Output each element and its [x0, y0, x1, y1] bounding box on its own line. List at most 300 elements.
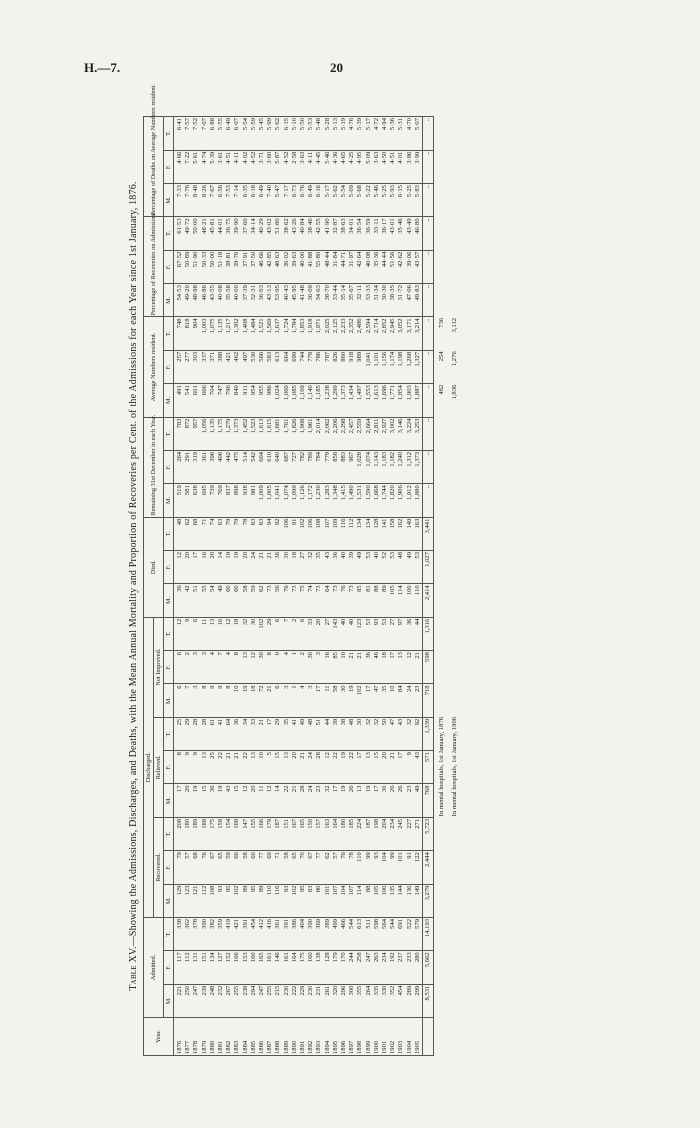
value-cell: 19	[340, 751, 348, 784]
value-cell: 883	[340, 450, 348, 483]
table-row	[307, 117, 315, 1056]
value-cell: 39·63	[291, 250, 299, 283]
value-cell: 17	[373, 784, 381, 817]
total-cell: ..	[423, 284, 434, 317]
value-cell: 248	[209, 984, 217, 1017]
value-cell: 11	[324, 684, 332, 717]
value-cell: 782	[299, 450, 307, 483]
value-cell: 188	[201, 817, 209, 850]
value-cell: 904	[192, 317, 200, 350]
value-cell: 16	[324, 651, 332, 684]
value-cell: 355	[356, 984, 364, 1017]
value-cell: 530	[250, 350, 258, 383]
value-cell: 108	[315, 517, 323, 550]
value-cell: 47·06	[406, 284, 414, 317]
value-cell: 37·60	[242, 217, 250, 250]
value-cell: 58	[242, 851, 250, 884]
value-cell: 1,613	[373, 384, 381, 417]
value-cell: 860	[340, 350, 348, 383]
value-cell: 20	[381, 751, 389, 784]
value-cell: 5·59	[250, 117, 258, 151]
year-cell: 1893	[315, 1018, 323, 1056]
value-cell: 6·49	[225, 117, 233, 151]
value-cell: 258	[356, 951, 364, 984]
value-cell: 17	[174, 784, 185, 817]
value-cell: 4·94	[381, 117, 389, 151]
value-cell: 29	[274, 717, 282, 750]
value-cell: 6·35	[242, 184, 250, 217]
value-cell: 1,854	[397, 384, 405, 417]
value-cell: 165	[299, 817, 307, 850]
value-cell: 1,853	[299, 317, 307, 350]
value-cell: 14	[274, 784, 282, 817]
value-cell: 29	[266, 617, 274, 650]
value-cell: 72	[258, 684, 266, 717]
value-cell: 858	[332, 450, 340, 483]
value-cell: 39·90	[233, 217, 241, 250]
header-m: M.	[164, 584, 174, 617]
table-row	[299, 117, 307, 1056]
value-cell: 1,302	[233, 317, 241, 350]
value-cell: 638	[192, 484, 200, 517]
value-cell: 63	[217, 517, 225, 550]
value-cell: 43	[414, 751, 423, 784]
value-cell: 67	[209, 851, 217, 884]
value-cell: 233	[406, 951, 414, 984]
value-cell: 361	[274, 917, 282, 950]
value-cell: 54·53	[174, 284, 185, 317]
value-cell: 91	[291, 517, 299, 550]
value-cell: 13	[250, 751, 258, 784]
value-cell: 79	[225, 517, 233, 550]
value-cell: 36	[209, 784, 217, 817]
value-cell: 1,283	[324, 484, 332, 517]
value-cell: 404	[299, 917, 307, 950]
value-cell: 101	[324, 884, 332, 917]
value-cell: 40·84	[299, 217, 307, 250]
value-cell: 34·14	[250, 217, 258, 250]
value-cell: 359	[217, 917, 225, 950]
value-cell: 6·18	[250, 184, 258, 217]
value-cell: 319	[192, 450, 200, 483]
value-cell: 691	[397, 917, 405, 950]
value-cell: 43·49	[406, 217, 414, 250]
value-cell: 52	[381, 550, 389, 583]
value-cell: 102	[291, 884, 299, 917]
value-cell: 1,373	[414, 450, 423, 483]
value-cell: 48·21	[201, 217, 209, 250]
value-cell: 7	[283, 617, 291, 650]
value-cell: 541	[184, 384, 192, 417]
value-cell: 41·48	[299, 284, 307, 317]
value-cell: 92	[414, 717, 423, 750]
value-cell: 99	[389, 851, 397, 884]
value-cell: 5·22	[365, 184, 373, 217]
value-cell: 95	[250, 884, 258, 917]
value-cell: 42·85	[266, 250, 274, 283]
value-cell: 24	[406, 684, 414, 717]
value-cell: 598	[373, 917, 381, 950]
value-cell: 13	[242, 651, 250, 684]
value-cell: 779	[324, 450, 332, 483]
value-cell: 114	[356, 884, 364, 917]
value-cell: 128	[324, 951, 332, 984]
value-cell: 601	[192, 384, 200, 417]
value-cell: 43	[397, 717, 405, 750]
value-cell: 109	[332, 517, 340, 550]
value-cell: 35·67	[348, 284, 356, 317]
value-cell: 544	[389, 917, 397, 950]
value-cell: 371	[209, 350, 217, 383]
value-cell: 34	[242, 717, 250, 750]
value-cell: 17	[192, 550, 200, 583]
value-cell: 43	[225, 784, 233, 817]
value-cell: 33	[307, 617, 315, 650]
value-cell: 69	[266, 851, 274, 884]
value-cell: 2	[184, 651, 192, 684]
value-cell: 6	[174, 684, 185, 717]
value-cell: 5·55	[217, 117, 225, 151]
value-cell: 5·19	[340, 117, 348, 151]
value-cell: 3	[192, 684, 200, 717]
value-cell: 352	[389, 984, 397, 1017]
value-cell: 38·35	[389, 284, 397, 317]
value-cell: 83	[258, 517, 266, 550]
value-cell: 15	[274, 751, 282, 784]
value-cell: 92	[274, 517, 282, 550]
value-cell: 5·46	[324, 150, 332, 183]
value-cell: 19	[192, 784, 200, 817]
value-cell: 454	[250, 917, 258, 950]
value-cell: 544	[348, 917, 356, 950]
value-cell: 53	[414, 550, 423, 583]
value-cell: 185	[348, 817, 356, 850]
value-cell: 1,415	[340, 484, 348, 517]
total-cell: 5,723	[423, 817, 434, 850]
value-cell: 15	[233, 784, 241, 817]
value-cell: 143	[332, 617, 340, 650]
value-cell: 164	[291, 951, 299, 984]
value-cell: 1,373	[340, 384, 348, 417]
value-cell: 5·62	[332, 184, 340, 217]
value-cell: 3	[201, 651, 209, 684]
value-cell: 491	[174, 384, 185, 417]
value-cell: 49	[217, 584, 225, 617]
value-cell: 112	[348, 517, 356, 550]
value-cell: 76	[283, 584, 291, 617]
value-cell: 71	[274, 851, 282, 884]
value-cell: 47	[373, 684, 381, 717]
value-cell: 4·45	[315, 150, 323, 183]
value-cell: 95	[299, 884, 307, 917]
value-cell: 4·01	[397, 150, 405, 183]
value-cell: 396	[209, 450, 217, 483]
page-number: 20	[330, 60, 343, 75]
header-t: T.	[164, 917, 174, 950]
value-cell: 166	[233, 951, 241, 984]
value-cell: 40·29	[258, 217, 266, 250]
value-cell: 1,724	[283, 317, 291, 350]
value-cell: 10	[233, 684, 241, 717]
value-cell: 6·88	[209, 117, 217, 151]
value-cell: 837	[225, 484, 233, 517]
value-cell: 51·18	[217, 250, 225, 283]
value-cell: 330	[381, 984, 389, 1017]
value-cell: 37·50	[250, 250, 258, 283]
header-remaining: Remaining 31st December in each Year.	[144, 417, 164, 517]
value-cell: 664	[283, 350, 291, 383]
value-cell: 8	[174, 751, 185, 784]
value-cell: 35	[315, 550, 323, 583]
value-cell: 4·11	[233, 150, 241, 183]
value-cell: 7·67	[209, 184, 217, 217]
value-cell: 13	[201, 751, 209, 784]
value-cell: 38	[340, 717, 348, 750]
value-cell: 39	[348, 550, 356, 583]
year-cell: 1902	[389, 1018, 397, 1056]
value-cell: 610	[266, 450, 274, 483]
value-cell: 5·13	[332, 117, 340, 151]
value-cell: 1,099	[291, 484, 299, 517]
value-cell: 18	[233, 617, 241, 650]
value-cell: 3,002	[389, 417, 397, 450]
value-cell: 296	[340, 984, 348, 1017]
value-cell: 31·84	[332, 250, 340, 283]
value-cell: 245	[397, 817, 405, 850]
value-cell: 727	[291, 450, 299, 483]
value-cell: 542	[250, 450, 258, 483]
header-recovered: Recovered.	[154, 817, 164, 917]
value-cell: 6·49	[307, 184, 315, 217]
header-average-resident: Average Numbers resident.	[144, 317, 164, 417]
value-cell: 8	[233, 651, 241, 684]
value-cell: 1,182	[389, 450, 397, 483]
value-cell: 13	[365, 751, 373, 784]
value-cell: 53	[365, 617, 373, 650]
value-cell: 9	[192, 751, 200, 784]
value-cell: 238	[242, 984, 250, 1017]
value-cell: 49·72	[184, 217, 192, 250]
header-f: F.	[164, 350, 174, 383]
value-cell: 5·25	[381, 184, 389, 217]
value-cell: 7·22	[184, 150, 192, 183]
value-cell: 361	[201, 450, 209, 483]
value-cell: 102	[299, 517, 307, 550]
value-cell: 390	[307, 917, 315, 950]
value-cell: 38·81	[225, 250, 233, 283]
value-cell: 46·66	[258, 250, 266, 283]
value-cell: 31·34	[373, 284, 381, 317]
value-cell: 43	[324, 550, 332, 583]
value-cell: 50·89	[184, 250, 192, 283]
value-cell: 1,299	[332, 384, 340, 417]
value-cell: 5·68	[356, 184, 364, 217]
value-cell: 163	[414, 517, 423, 550]
total-cell: ..	[423, 250, 434, 283]
value-cell: 13	[209, 617, 217, 650]
value-cell: 1,903	[406, 384, 414, 417]
value-cell: 167	[291, 817, 299, 850]
value-cell: 121	[192, 884, 200, 917]
value-cell: 36·75	[225, 217, 233, 250]
value-cell: 391	[242, 917, 250, 950]
value-cell: 164	[332, 817, 340, 850]
value-cell: 4·76	[348, 117, 356, 151]
total-cell: 598	[423, 651, 434, 684]
value-cell: 42·62	[397, 250, 405, 283]
value-cell: 74	[307, 584, 315, 617]
value-cell: 390	[201, 917, 209, 950]
value-cell: 369	[315, 917, 323, 950]
value-cell: 20	[209, 550, 217, 583]
value-cell: 1	[291, 651, 299, 684]
value-cell: 198	[373, 817, 381, 850]
table-row	[365, 117, 373, 1056]
value-cell: 1,484	[250, 317, 258, 350]
value-cell: 5·99	[266, 117, 274, 151]
value-cell: 12	[174, 617, 185, 650]
value-cell: 5	[266, 751, 274, 784]
value-cell: 421	[225, 350, 233, 383]
value-cell: 32	[324, 784, 332, 817]
value-cell: 3,171	[406, 317, 414, 350]
value-cell: 73	[332, 584, 340, 617]
value-cell: 320	[332, 984, 340, 1017]
value-cell: 9	[184, 617, 192, 650]
value-cell: 150	[307, 817, 315, 850]
value-cell: 62	[184, 517, 192, 550]
value-cell: 43·01	[389, 217, 397, 250]
value-cell: 938	[242, 484, 250, 517]
value-cell: 12	[174, 550, 185, 583]
value-cell: 20	[291, 751, 299, 784]
value-cell: 230	[283, 984, 291, 1017]
table-row	[250, 117, 258, 1056]
value-cell: 519	[174, 484, 185, 517]
value-cell: 73	[266, 584, 274, 617]
value-cell: 11	[201, 617, 209, 650]
value-cell: 1,590	[365, 484, 373, 517]
total-cell: ..	[423, 350, 434, 383]
value-cell: 5·45	[258, 117, 266, 151]
value-cell: 1,531	[356, 484, 364, 517]
value-cell: 21	[258, 550, 266, 583]
value-cell: 136	[406, 884, 414, 917]
value-cell: 1,009	[258, 484, 266, 517]
value-cell: 1,961	[307, 417, 315, 450]
value-cell: 153	[242, 951, 250, 984]
table-row	[381, 117, 389, 1056]
value-cell: 19	[348, 684, 356, 717]
value-cell: 787	[324, 350, 332, 383]
value-cell: 2,298	[340, 417, 348, 450]
value-cell: 175	[209, 817, 217, 850]
value-cell: 21	[266, 550, 274, 583]
value-cell: 168	[233, 817, 241, 850]
value-cell: 3	[315, 651, 323, 684]
value-cell: 695	[201, 484, 209, 517]
value-cell: 744	[299, 350, 307, 383]
value-cell: 6	[274, 617, 282, 650]
value-cell: 2,062	[324, 417, 332, 450]
value-cell: 151	[201, 951, 209, 984]
table-row	[283, 117, 291, 1056]
table-title	[128, 116, 139, 1056]
value-cell: 4·74	[201, 150, 209, 183]
value-cell: 5·17	[324, 184, 332, 217]
value-cell: 421	[233, 917, 241, 950]
value-cell: 100	[406, 584, 414, 617]
value-cell: 5·28	[324, 117, 332, 151]
value-cell: 4·52	[250, 150, 258, 183]
statistics-table	[143, 84, 459, 1056]
value-cell: 19	[217, 784, 225, 817]
value-cell: 43·55	[209, 284, 217, 317]
value-cell: 1,238	[324, 384, 332, 417]
value-cell: 17	[266, 717, 274, 750]
value-cell: 43·13	[266, 284, 274, 317]
value-cell: 33·44	[332, 284, 340, 317]
year-cell: 1903	[397, 1018, 405, 1056]
table-row	[233, 117, 241, 1056]
value-cell: 22	[283, 784, 291, 817]
value-cell: 38·46	[307, 217, 315, 250]
value-cell: 40	[340, 550, 348, 583]
year-cell: 1904	[406, 1018, 414, 1056]
value-cell: 1,521	[258, 317, 266, 350]
value-cell: 23	[414, 684, 423, 717]
value-cell: 826	[332, 350, 340, 383]
value-cell: 99	[365, 851, 373, 884]
value-cell: 51·80	[274, 217, 282, 250]
value-cell: 386	[291, 917, 299, 950]
value-cell: 44·01	[217, 217, 225, 250]
value-cell: 45·95	[291, 284, 299, 317]
value-cell: 3,214	[414, 317, 423, 350]
total-cell: 2,414	[423, 584, 434, 617]
value-cell: 49	[356, 550, 364, 583]
value-cell: 8	[225, 684, 233, 717]
header-t: T.	[164, 417, 174, 450]
value-cell: 108	[209, 884, 217, 917]
value-cell: 6	[274, 684, 282, 717]
value-cell: 27	[389, 617, 397, 650]
value-cell: 255	[266, 984, 274, 1017]
value-cell: 32	[307, 550, 315, 583]
value-cell: 12	[242, 784, 250, 817]
value-cell: 41·90	[324, 217, 332, 250]
value-cell: 62	[324, 851, 332, 884]
value-cell: 149	[414, 884, 423, 917]
value-cell: 166	[258, 817, 266, 850]
value-cell: 1,312	[406, 450, 414, 483]
value-cell: 48·44	[324, 250, 332, 283]
table-body	[174, 117, 459, 1056]
value-cell: 3,146	[397, 417, 405, 450]
value-cell: 613	[274, 350, 282, 383]
value-cell: 1,024	[274, 384, 282, 417]
value-cell: 21	[414, 651, 423, 684]
year-cell: 1878	[192, 1018, 200, 1056]
value-cell: 24	[307, 751, 315, 784]
value-cell: 39	[332, 717, 340, 750]
value-cell: 1,126	[299, 484, 307, 517]
value-cell: 21	[233, 751, 241, 784]
value-cell: 7·57	[184, 117, 192, 151]
value-cell: 50	[381, 717, 389, 750]
value-cell: 122	[414, 851, 423, 884]
value-cell: 291	[184, 450, 192, 483]
